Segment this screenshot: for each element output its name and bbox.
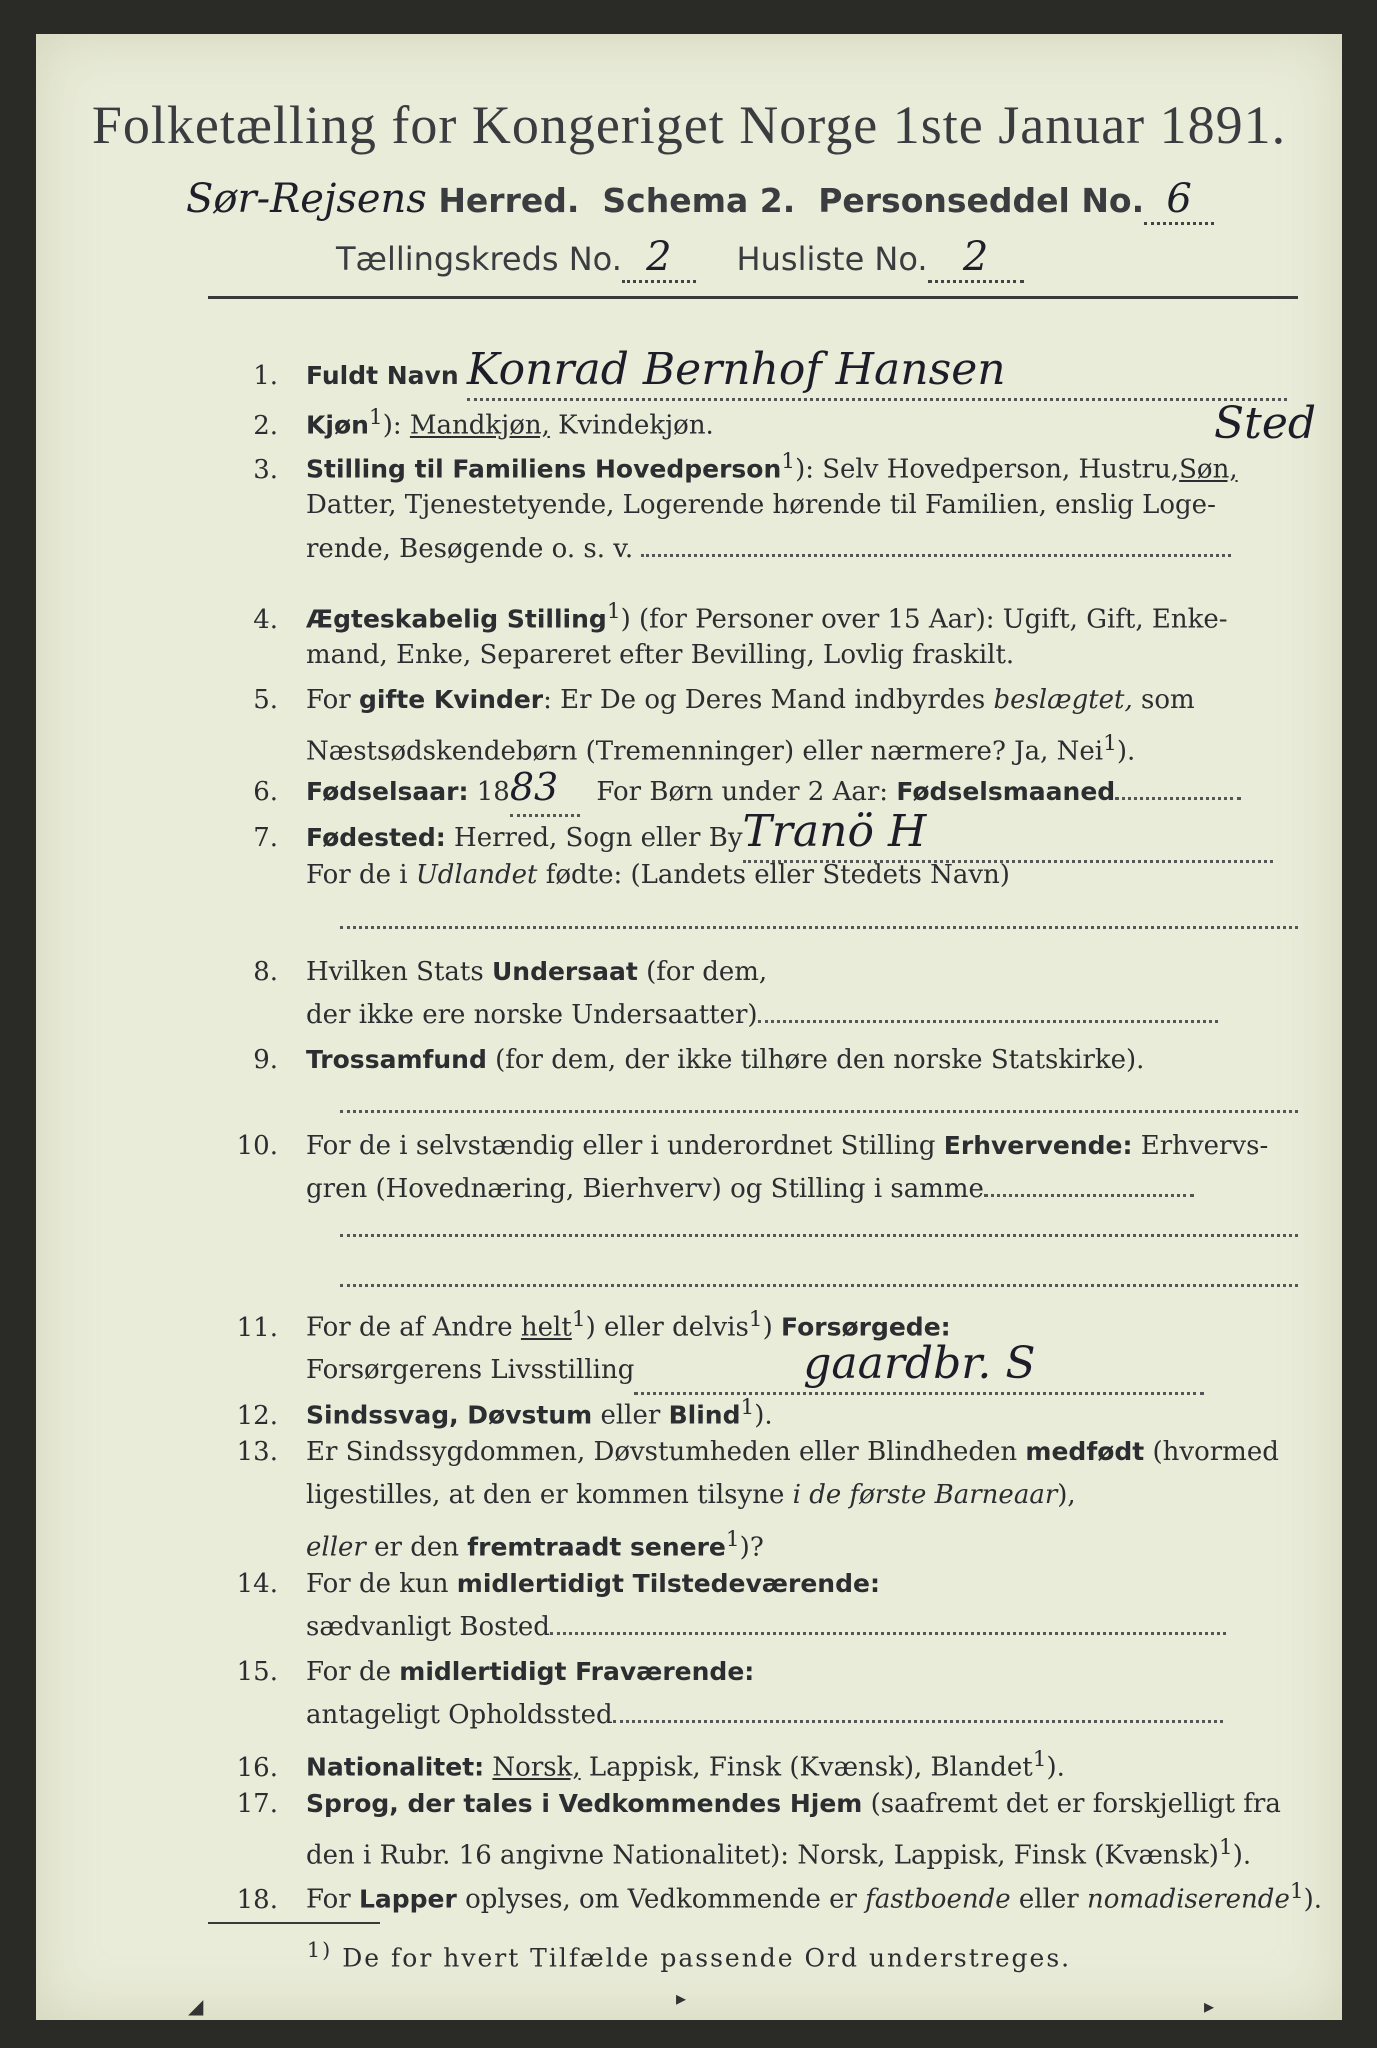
margin-mark-right: ▸ [1204, 1994, 1215, 2018]
dependents-label: Forsørgede: [781, 1312, 951, 1342]
text: sædvanligt Bosted [306, 1612, 550, 1642]
text: ), [1057, 1480, 1076, 1510]
text: oplyses, om Vedkommende er [456, 1884, 866, 1915]
text: ) eller delvis [585, 1312, 749, 1343]
congenital-line2 [306, 1474, 1306, 1517]
item-number: 12. [236, 1400, 278, 1431]
temporary-present-label: midlertidigt Tilstedeværende: [456, 1569, 880, 1598]
kreds-label: Tællingskreds No. [336, 240, 622, 278]
family-position-options-line2: Datter, Tjenestetyende, Logerende hørende til Familien, enslig Loge- [306, 490, 1216, 520]
birth-year-handwritten: 83 [509, 765, 559, 809]
census-form-sheet [36, 34, 1342, 2020]
text: eller [592, 1400, 669, 1431]
item-number: 2. [253, 410, 278, 441]
item-13-congenital [204, 1430, 1308, 1474]
text: For Børn under 2 Aar: [596, 777, 897, 807]
language-line2: den i Rubr. 16 angivne Nationalitet): Norsk, Lappisk, Finsk (Kvænsk)$^1$). [306, 1835, 1252, 1871]
family-position-label: Stilling til Familiens Hovedperson [306, 454, 782, 484]
occupation-field-2[interactable] [340, 1234, 1298, 1237]
text: For [306, 685, 359, 715]
item-5-married-women [204, 678, 1308, 722]
text: (hvormed [1144, 1437, 1279, 1467]
item-number: 11. [236, 1312, 278, 1343]
footnote-ref: 1 [740, 1395, 755, 1420]
occupation-line2 [306, 1168, 1306, 1211]
dependent-option-fully-selected[interactable]: helt [520, 1312, 572, 1343]
item-number: 14. [236, 1569, 278, 1599]
item-number: 7. [253, 823, 278, 853]
disability-label: Sindssvag, Døvstum [306, 1400, 593, 1430]
footnote-divider [208, 1922, 380, 1924]
text: rende, Besøgende o. s. v. [306, 534, 634, 564]
citizenship-line2 [306, 994, 1306, 1037]
text: For de kun [306, 1569, 457, 1599]
nationality-norwegian-selected[interactable]: Norsk, [492, 1752, 581, 1783]
item-1-full-name [204, 344, 1308, 401]
birthplace-handwritten: Tranö H [742, 806, 927, 857]
text: der ikke ere norske Undersaatter) [306, 1000, 758, 1030]
religion-label: Trossamfund [306, 1045, 487, 1074]
full-name-handwritten: Konrad Bernhof Hansen [466, 344, 1006, 395]
text: ) (for Personer over 15 Aar): Ugift, Gift, Enke- [620, 604, 1228, 635]
language-label: Sprog, der tales i Vedkommendes Hjem [306, 1789, 863, 1818]
text: Næstsødskendebørn (Tremenninger) eller nærmere? Ja, Nei [306, 736, 1104, 767]
family-position-field[interactable] [641, 554, 1231, 557]
item-number: 9. [253, 1045, 278, 1075]
text: er den [365, 1532, 468, 1563]
gender-option-female[interactable]: Kvindekjøn. [549, 410, 714, 441]
provider-occupation-handwritten: gaardbr. S [803, 1338, 1036, 1389]
item-number: 5. [253, 685, 278, 715]
stepson-handwritten: Sted [1214, 398, 1317, 449]
usual-residence-field[interactable] [550, 1632, 1226, 1635]
text: den i Rubr. 16 angivne Nationalitet): Norsk, Lappisk, Finsk (Kvænsk) [306, 1840, 1219, 1871]
text: For de [306, 1657, 400, 1687]
text: Herred, Sogn eller By [445, 823, 743, 853]
blind-label: Blind [668, 1400, 741, 1430]
family-position-son-selected[interactable]: Søn, [1179, 454, 1238, 485]
item-number: 16. [236, 1752, 278, 1783]
footnote-ref: 1 [748, 1307, 763, 1332]
item-number: 15. [236, 1657, 278, 1687]
footnote-ref: 1 [606, 599, 621, 624]
husliste-label: Husliste No. [736, 240, 928, 278]
congenital-label: medfødt [1025, 1437, 1145, 1466]
item-16-nationality: 16. Nationalitet: Norsk, Lappisk, Finsk (Kvænsk), Blandet$^1$). [204, 1738, 1308, 1790]
footnote-ref: 1 [781, 449, 796, 474]
usual-residence-line [306, 1606, 1306, 1649]
text: gren (Hovednæring, Bierhverv) og Stilling i samme [306, 1174, 984, 1204]
occupation-field[interactable] [984, 1194, 1194, 1197]
gender-option-male-selected[interactable]: Mandkjøn, [409, 410, 550, 441]
text: )? [739, 1532, 764, 1563]
birth-month-label: Fødselsmaaned [896, 777, 1116, 806]
foreign-birthplace-field[interactable] [340, 926, 1298, 929]
item-number: 3. [253, 454, 278, 485]
footnote-ref: 1 [368, 405, 383, 430]
text: For de af Andre [306, 1312, 521, 1343]
footnote-ref: 1 [1289, 1879, 1304, 1904]
form-title: Folketælling for Kongeriget Norge 1ste Januar 1891. [91, 95, 1287, 155]
citizenship-field[interactable] [758, 1020, 1218, 1023]
schema-label: Schema 2. [602, 181, 796, 220]
item-8-citizenship [204, 950, 1308, 994]
footnote [36, 1938, 1342, 1972]
religion-field[interactable] [340, 1110, 1298, 1113]
item-9-religion [204, 1038, 1308, 1082]
item-18-sami: 18. For Lapper oplyses, om Vedkommende er fastboende eller nomadiserende$^1$). [204, 1870, 1308, 1922]
text: beslægtet, [993, 685, 1133, 715]
occupation-field-3[interactable] [340, 1284, 1298, 1287]
text: For [306, 1884, 359, 1915]
husliste-number-handwritten: 2 [962, 234, 989, 280]
text: ): [382, 410, 410, 441]
item-17-language [204, 1782, 1308, 1826]
birthplace-label: Fødested: [306, 823, 446, 852]
text: Hvilken Stats [306, 957, 492, 987]
kreds-number-field[interactable] [622, 234, 696, 283]
married-women-label: gifte Kvinder [358, 685, 544, 714]
nationality-label: Nationalitet: [306, 1752, 485, 1782]
text: (for dem, [637, 957, 768, 987]
text: i de første Barneaar [792, 1480, 1058, 1510]
text: For de i [306, 860, 416, 890]
text: antageligt Opholdssted [306, 1700, 613, 1730]
margin-mark-center: ▸ [676, 1986, 687, 2010]
text: : Er De og Deres Mand indbyrdes [543, 685, 994, 715]
personseddel-label: Personseddel No. [818, 181, 1145, 220]
item-number: 17. [236, 1789, 278, 1819]
item-number: 1. [253, 361, 278, 391]
text: ): Selv Hovedperson, Hustru, [795, 454, 1180, 485]
gender-label: Kjøn [306, 410, 369, 440]
marital-status-options-line2: mand, Enke, Separeret efter Bevilling, Lovlig fraskilt. [306, 640, 1015, 670]
text: eller [1010, 1884, 1087, 1915]
header-row-kreds [336, 234, 1024, 283]
full-name-field[interactable] [466, 344, 1287, 401]
text: Forsørgerens Livsstilling [306, 1355, 635, 1385]
herred-label: Herred. [438, 181, 580, 220]
text: (saafremt det er forskjelligt fra [862, 1789, 1281, 1819]
item-number: 4. [253, 604, 278, 635]
item-number: 18. [236, 1884, 278, 1915]
header-divider [208, 296, 1298, 299]
text: som [1132, 685, 1195, 715]
text: eller [306, 1532, 366, 1563]
kreds-number-handwritten: 2 [646, 234, 672, 280]
probable-location-field[interactable] [613, 1720, 1223, 1723]
footnote-ref: 1 [1218, 1835, 1233, 1860]
later-onset-label: fremtraadt senere [467, 1532, 726, 1562]
husliste-number-field[interactable] [928, 234, 1024, 283]
item-number: 8. [253, 957, 278, 987]
family-position-options-line3 [306, 528, 1306, 571]
personseddel-number-field[interactable] [1144, 176, 1214, 225]
text: fødte: (Landets eller Stedets Navn) [537, 860, 1010, 890]
footnote-ref: 1 [725, 1527, 740, 1552]
personseddel-number-handwritten: 6 [1166, 176, 1192, 222]
text: ligestilles, at den er kommen tilsyne [306, 1480, 793, 1510]
birth-month-field[interactable] [1115, 797, 1241, 800]
item-number: 13. [236, 1437, 278, 1467]
temporary-absent-label: midlertidigt Fraværende: [399, 1657, 755, 1686]
footnote-ref: 1 [1032, 1747, 1047, 1772]
text: 18 [468, 777, 510, 807]
text: (for dem, der ikke tilhøre den norske Statskirke). [486, 1045, 1145, 1075]
text: For de i selvstændig eller i underordnet Stilling [306, 1131, 944, 1161]
margin-mark-left: ◢ [188, 1994, 204, 2018]
sami-label: Lapper [358, 1884, 457, 1914]
text: Er Sindssygdommen, Døvstumheden eller Blindheden [306, 1437, 1026, 1467]
citizenship-label: Undersaat [491, 957, 638, 986]
footnote-ref: 1 [571, 1307, 586, 1332]
item-14-temporary-present [204, 1562, 1308, 1606]
text: fastboende [865, 1884, 1011, 1915]
text: Lappisk, Finsk (Kvænsk), Blandet [580, 1752, 1033, 1783]
footnote-ref: 1 [1103, 731, 1117, 756]
foreign-birthplace-line [306, 854, 1306, 897]
birth-year-label: Fødselsaar: [306, 777, 469, 806]
full-name-label: Fuldt Navn [306, 361, 459, 390]
item-number: 6. [253, 777, 278, 807]
item-15-temporary-absent [204, 1650, 1308, 1694]
item-10-occupation [204, 1124, 1308, 1168]
text: nomadiserende [1087, 1884, 1290, 1915]
text: Udlandet [415, 860, 538, 890]
item-number: 10. [236, 1131, 278, 1161]
municipality-handwritten: Sør-Rejsens [186, 176, 427, 222]
text: ). [754, 1400, 773, 1431]
occupation-label: Erhvervende: [943, 1131, 1133, 1160]
marital-status-label: Ægteskabelig Stilling [306, 604, 607, 634]
text: ) [762, 1312, 781, 1343]
footnote-text: De for hvert Tilfælde passende Ord understreges. [342, 1943, 1072, 1973]
text: Erhvervs- [1132, 1131, 1269, 1161]
footnote-mark: 1) [306, 1938, 333, 1962]
header-row-herred [186, 176, 1214, 225]
probable-location-line [306, 1694, 1306, 1737]
married-women-line2: Næstsødskendebørn (Tremenninger) eller nærmere? Ja, Nei$^1$). [306, 731, 1136, 767]
